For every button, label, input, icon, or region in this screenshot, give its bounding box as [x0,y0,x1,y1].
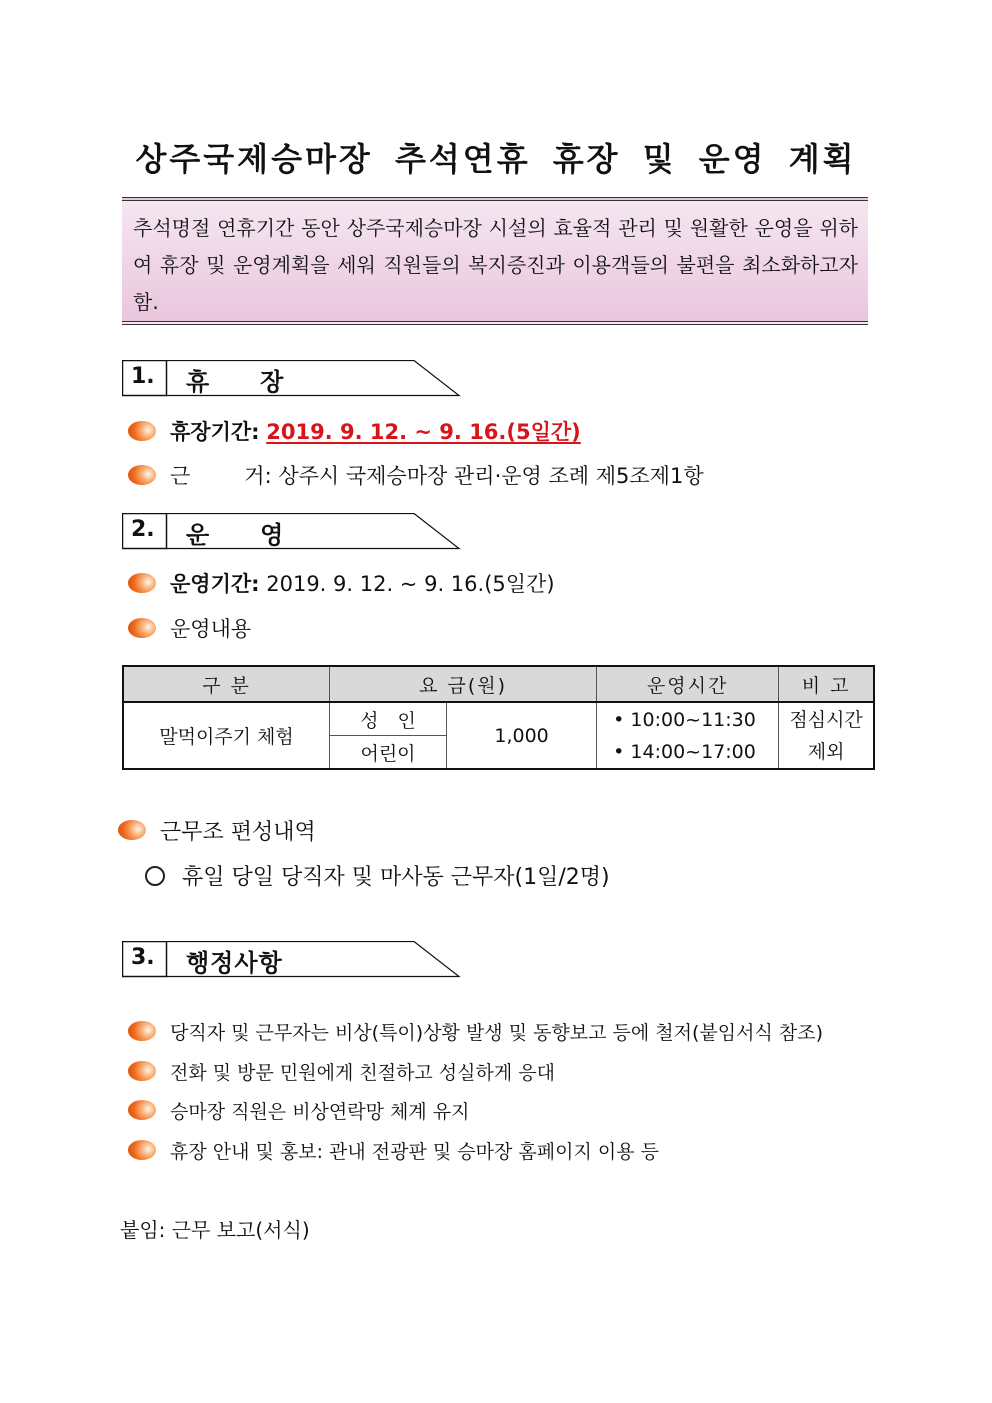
orange-bullet-icon [128,421,156,441]
section-label: 행정사항 [186,949,283,977]
section-label: 휴 장 [186,368,285,396]
admin-item-text: 승마장 직원은 비상연락망 체계 유지 [170,1100,470,1123]
attachment-note: 붙임: 근무 보고(서식) [120,1218,310,1242]
header-note: 비 고 [779,666,874,702]
orange-bullet-icon [128,1061,156,1081]
section-3-header [122,941,462,979]
closure-basis [128,458,704,492]
section-number: 3. [131,945,155,970]
basis-value: 상주시 국제승마장 관리·운영 조례 제5조제1항 [278,464,704,488]
section-tab-shape [122,513,462,551]
admin-item-text: 당직자 및 근무자는 비상(특이)상황 발생 및 동향보고 등에 철저(붙임서식 참조) [170,1021,823,1044]
operation-content [128,611,251,645]
program-cell: 말먹이주기 체험 [123,702,330,769]
section-1-header [122,360,462,398]
note-line: 점심시간 [789,708,863,731]
admin-item-text: 전화 및 방문 민원에게 친절하고 성실하게 응대 [170,1061,555,1084]
child-cell: 어린이 [330,736,447,770]
section-tab-shape [122,360,462,398]
operation-content-label: 운영내용 [170,617,252,641]
note-cell [779,702,874,769]
section-number: 2. [131,517,155,542]
note-line: 제외 [807,740,845,763]
orange-bullet-icon [128,1140,156,1160]
document-title: 상주국제승마장 추석연휴 휴장 및 운영 계획 [135,140,857,178]
operation-period [128,566,555,600]
basis-label-first: 근 [170,464,191,488]
closure-period [128,414,581,448]
shift-item [145,860,610,891]
operation-period-label: 운영기간: [170,572,260,596]
section-number: 1. [131,364,155,389]
orange-bullet-icon [128,465,156,485]
basis-label-second: 거: [244,464,272,488]
admin-item [128,1054,555,1088]
admin-item [128,1133,659,1167]
time-slot: • 14:00~17:00 [613,740,756,763]
shift-heading [118,813,316,847]
adult-cell: 성 인 [330,702,447,736]
operation-period-value: 2019. 9. 12. ~ 9. 16.(5일간) [266,572,555,596]
shift-label: 근무조 편성내역 [160,819,316,845]
fee-cell: 1,000 [447,702,597,769]
orange-bullet-icon [118,820,146,840]
admin-item-text: 휴장 안내 및 홍보: 관내 전광판 및 승마장 홈페이지 이용 등 [170,1140,659,1163]
admin-item [128,1014,823,1048]
section-label: 운 영 [186,521,285,549]
section-tab-shape [122,941,462,979]
closure-period-label: 휴장기간: [170,420,260,444]
orange-bullet-icon [128,618,156,638]
orange-bullet-icon [128,573,156,593]
operation-table [122,665,875,770]
orange-bullet-icon [128,1100,156,1120]
header-hours: 운영시간 [597,666,779,702]
table-header-row [123,666,874,702]
table-row [123,702,874,736]
intro-box: 추석명절 연휴기간 동안 상주국제승마장 시설의 효율적 관리 및 원활한 운영을 위하여 휴장 및 운영계획을 세워 직원들의 복지증진과 이용객들의 불편을 최소화하고자 함. [122,197,868,325]
header-fee: 요 금(원) [330,666,597,702]
admin-item [128,1093,469,1127]
closure-period-value: 2019. 9. 12. ~ 9. 16.(5일간) [266,420,581,444]
hours-cell [597,702,779,769]
header-category: 구 분 [123,666,330,702]
time-slot: • 10:00~11:30 [613,708,756,731]
orange-bullet-icon [128,1021,156,1041]
shift-item-text: 휴일 당일 당직자 및 마사동 근무자(1일/2명) [182,865,610,890]
section-2-header [122,513,462,551]
circle-bullet-icon [145,866,165,886]
